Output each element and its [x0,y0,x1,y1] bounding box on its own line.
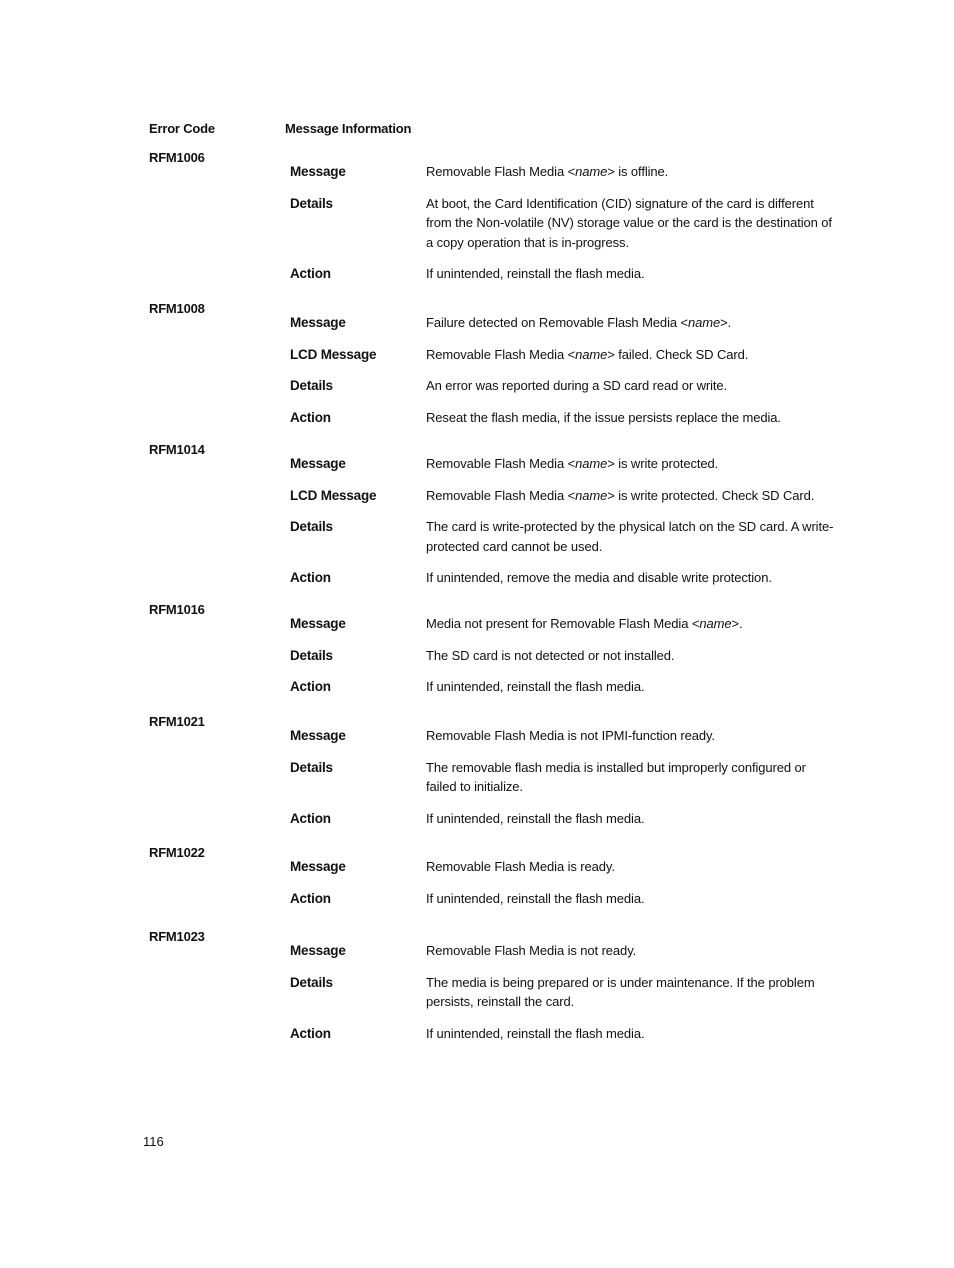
value-text: > is write protected. [607,456,719,471]
value-text: > is write protected. Check SD Card. [607,487,815,503]
info-row [290,264,838,284]
info-row [290,889,838,909]
info-row [290,857,838,877]
info-label: Message [290,164,346,179]
info-row [290,194,838,253]
info-row [290,1024,838,1044]
info-label: Action [290,810,331,826]
message-info-rows [290,454,838,600]
info-label: Action [290,1025,331,1041]
info-label: LCD Message [290,487,377,503]
info-row [290,486,838,506]
error-code: RFM1014 [149,442,205,457]
value-text: Removable Flash Media < [426,487,576,503]
message-info-rows [290,941,838,1055]
info-row [290,568,838,588]
info-label: Message [290,456,346,471]
info-value [426,454,836,474]
info-row [290,376,838,396]
info-value: If unintended, reinstall the flash media. [426,890,645,906]
info-row [290,614,838,634]
info-row [290,758,838,797]
info-value: The removable flash media is installed but improperly configured or failed to initialize. [426,759,806,794]
value-text: > is offline. [607,164,669,179]
info-value: If unintended, reinstall the flash media. [426,1025,645,1041]
info-label: Message [290,943,346,958]
info-value: If unintended, remove the media and disable write protection. [426,570,772,585]
error-code: RFM1023 [149,929,205,944]
info-row [290,517,838,556]
placeholder-name: name [575,487,608,503]
value-text: > failed. Check SD Card. [607,346,749,362]
info-value: If unintended, reinstall the flash media. [426,810,645,826]
info-row [290,162,838,182]
info-value [426,162,836,182]
error-code: RFM1016 [149,602,205,617]
header-message-information: Message Information [285,121,412,136]
info-value: Removable Flash Media is ready. [426,859,615,874]
error-code: RFM1022 [149,845,205,860]
info-value: At boot, the Card Identification (CID) signature of the card is different from the Non-volatile (NV) storage value or the card is the destination of a copy operation that is in-progress. [426,195,832,250]
info-label: Details [290,378,333,393]
value-text: Removable Flash Media < [426,164,576,179]
info-value [426,486,836,506]
info-value [426,313,836,333]
info-label: Message [290,859,346,874]
placeholder-name: name [575,164,608,179]
info-value: If unintended, reinstall the flash media. [426,679,645,694]
info-label: Action [290,570,331,585]
value-text: Media not present for Removable Flash Media < [426,616,700,631]
placeholder-name: name [575,346,608,362]
value-text: >. [731,616,743,631]
placeholder-name: name [699,616,732,631]
header-error-code: Error Code [149,121,215,136]
info-row [290,809,838,829]
info-value: The SD card is not detected or not installed. [426,647,675,663]
message-info-rows [290,614,838,709]
info-label: Message [290,728,346,743]
message-info-rows [290,726,838,840]
placeholder-name: name [575,456,608,471]
error-code: RFM1021 [149,714,205,729]
value-text: Failure detected on Removable Flash Media < [426,315,688,330]
info-row [290,726,838,746]
message-info-rows [290,162,838,296]
info-value: Reseat the flash media, if the issue persists replace the media. [426,409,781,425]
info-label: Details [290,974,333,990]
message-info-rows [290,857,838,920]
info-label: LCD Message [290,346,377,362]
info-label: Action [290,409,331,425]
message-info-rows [290,313,838,439]
info-value [426,345,836,365]
info-value: The media is being prepared or is under maintenance. If the problem persists, reinstall the card. [426,974,815,1009]
info-label: Action [290,266,331,281]
info-label: Message [290,616,346,631]
info-label: Action [290,679,331,694]
info-row [290,973,838,1012]
info-label: Details [290,195,333,211]
info-label: Details [290,647,333,663]
info-label: Action [290,890,331,906]
info-row [290,408,838,428]
info-label: Message [290,315,346,330]
value-text: Removable Flash Media < [426,456,576,471]
info-row [290,345,838,365]
info-row [290,677,838,697]
error-code: RFM1008 [149,301,205,316]
info-label: Details [290,759,333,775]
info-value: Removable Flash Media is not IPMI-function ready. [426,728,715,743]
info-value: An error was reported during a SD card read or write. [426,378,728,393]
info-label: Details [290,519,333,534]
info-value: Removable Flash Media is not ready. [426,943,637,958]
value-text: >. [720,315,732,330]
value-text: Removable Flash Media < [426,346,576,362]
page-number: 116 [143,1134,164,1149]
error-code: RFM1006 [149,150,205,165]
info-row [290,454,838,474]
info-value: The card is write-protected by the physical latch on the SD card. A write-protected card cannot be used. [426,519,834,554]
info-value: If unintended, reinstall the flash media. [426,266,645,281]
info-row [290,313,838,333]
info-row [290,646,838,666]
info-value [426,614,836,634]
info-row [290,941,838,961]
placeholder-name: name [688,315,721,330]
